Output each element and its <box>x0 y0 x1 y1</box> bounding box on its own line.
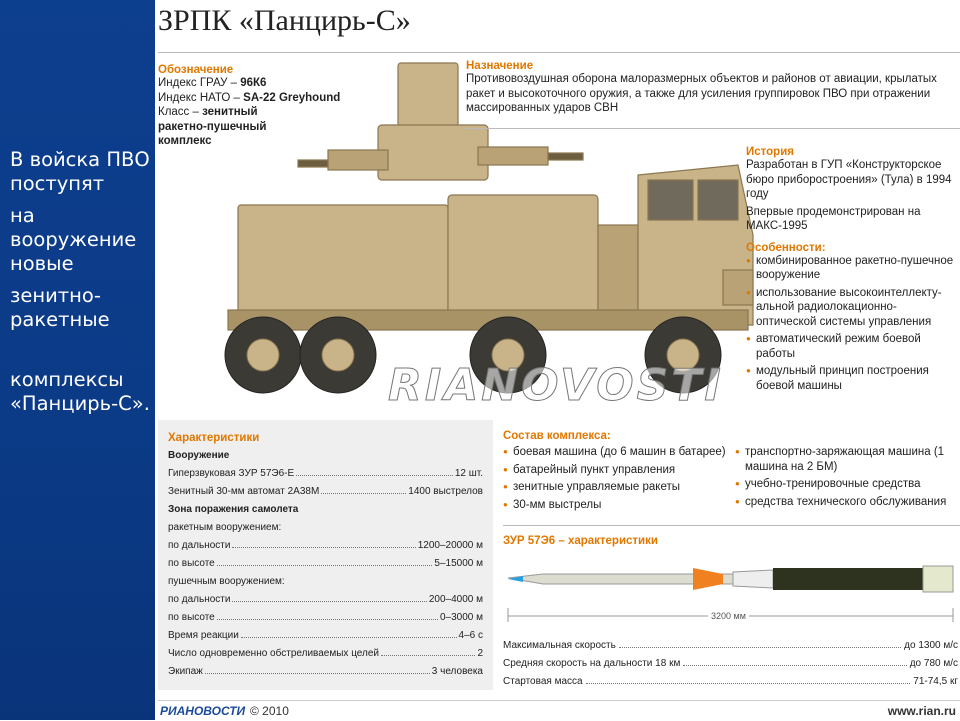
slide-line-1: В войска ПВО поступят <box>10 148 150 195</box>
spec-label: Число одновременно обстреливаемых целей <box>168 648 380 659</box>
spec-row <box>168 666 483 677</box>
purpose-text: Противовоздушная оборона малоразмерных объектов и районов от авиации, крылатых ракет и высокоточного оружия, а также для усиления группировок ПВО при отражении массированных ударов СВН <box>466 73 937 114</box>
ria-logo: РИАНОВОСТИ <box>160 704 246 718</box>
spec-label: Зенитный 30-мм автомат 2А38М <box>168 486 320 497</box>
spec-value: 4–6 с <box>458 630 483 641</box>
missile-arm-sub: ракетным вооружением: <box>168 522 282 533</box>
grau-value: 96К6 <box>240 77 267 89</box>
spec-label: по дальности <box>168 594 231 605</box>
spec-row <box>168 612 483 623</box>
features-list <box>746 254 956 394</box>
missile-length: 3200 мм <box>708 611 749 621</box>
history-header: История <box>746 146 794 158</box>
composition-item: ● учебно-тренировочные средства <box>735 477 957 492</box>
history-block <box>746 146 956 396</box>
watermark: RIANOVOSTI <box>388 360 724 411</box>
composition-columns <box>503 445 958 515</box>
perf-row <box>503 676 958 687</box>
designation-block <box>158 64 358 149</box>
gun-arm-sub: пушечным вооружением: <box>168 576 285 587</box>
spec-row <box>168 630 483 641</box>
composition-header: Состав комплекса: <box>503 430 611 442</box>
zone-header: Зона поражения самолета <box>168 504 299 515</box>
history-text-1: Разработан в ГУП «Конструкторское бюро приборостроения» (Тула) в 1994 году <box>746 159 952 200</box>
perf-label: Средняя скорость на дальности 18 км <box>503 658 681 669</box>
composition-divider <box>503 525 960 526</box>
spec-label: по высоте <box>168 558 215 569</box>
perf-value: до 780 м/с <box>909 658 958 669</box>
copyright: © 2010 <box>250 704 289 718</box>
grau-line <box>158 76 358 91</box>
spec-label: Экипаж <box>168 666 203 677</box>
spec-row <box>168 594 483 605</box>
composition-left <box>503 445 735 515</box>
slide-sidebar <box>0 0 155 720</box>
purpose-divider <box>466 128 960 129</box>
perf-value: 71-74,5 кг <box>913 676 958 687</box>
nato-value: SA-22 Greyhound <box>243 91 341 104</box>
spec-label: по высоте <box>168 612 215 623</box>
spec-value: 1400 выстрелов <box>408 486 483 497</box>
designation-header: Обозначение <box>158 64 234 76</box>
slide-line-4: комплексы «Панцирь-С». <box>10 368 150 415</box>
spec-value: 2 <box>477 648 483 659</box>
slide-line-2: на вооружение новые <box>10 204 137 275</box>
spec-value: 3 человека <box>431 666 483 677</box>
purpose-header: Назначение <box>466 60 534 72</box>
missile-header: ЗУР 57Э6 – характеристики <box>503 535 658 547</box>
composition-item: ● боевая машина (до 6 машин в батарее) <box>503 445 735 460</box>
feature-item: ● использование высокоинтеллекту-альной радиолокационно-оптической системы управления <box>746 286 956 330</box>
perf-row <box>503 640 958 651</box>
perf-value: до 1300 м/с <box>904 640 958 651</box>
composition-item: ● транспортно-заряжающая машина (1 машина на 2 БМ) <box>735 445 957 474</box>
spec-row <box>168 486 483 497</box>
site-url: www.rian.ru <box>887 704 956 718</box>
class-label: Класс – <box>158 106 203 118</box>
spec-value: 200–4000 м <box>428 594 483 605</box>
spec-value: 1200–20000 м <box>417 540 483 551</box>
poster-title: ЗРПК «Панцирь-С» <box>158 4 411 37</box>
composition-right <box>735 445 957 515</box>
feature-item: ● автоматический режим боевой работы <box>746 332 956 361</box>
armament-header: Вооружение <box>168 450 230 461</box>
slide-text <box>10 148 150 424</box>
perf-row <box>503 658 958 669</box>
composition-item: ● батарейный пункт управления <box>503 463 735 478</box>
composition-item: ● средства технического обслуживания <box>735 495 957 510</box>
feature-item: ● комбинированное ракетно-пушечное вооружение <box>746 254 956 283</box>
features-header: Особенности: <box>746 241 826 254</box>
grau-label: Индекс ГРАУ – <box>158 77 241 89</box>
composition-block <box>503 430 958 515</box>
spec-label: Время реакции <box>168 630 239 641</box>
class-line <box>158 105 288 149</box>
class-value: зенитный ракетно-пушечный комплекс <box>158 106 267 147</box>
slide-line-3: зенитно-ракетные <box>10 284 110 331</box>
spec-value: 12 шт. <box>454 468 483 479</box>
spec-row <box>168 468 483 479</box>
feature-item: ● модульный принцип построения боевой машины <box>746 364 956 393</box>
purpose-block <box>466 60 956 116</box>
spec-row <box>168 558 483 569</box>
history-text-2: Впервые продемонстрирован на МАКС-1995 <box>746 205 921 232</box>
specs-header: Характеристики <box>168 432 260 444</box>
perf-label: Стартовая масса <box>503 676 583 687</box>
composition-item: ● 30-мм выстрелы <box>503 498 735 513</box>
spec-row <box>168 540 483 551</box>
specs-panel <box>158 420 493 690</box>
infographic-poster <box>158 0 960 720</box>
title-divider <box>158 52 960 53</box>
spec-label: по дальности <box>168 540 231 551</box>
spec-label: Гиперзвуковая ЗУР 57Э6-Е <box>168 468 295 479</box>
spec-value: 0–3000 м <box>439 612 483 623</box>
poster-footer <box>158 700 960 721</box>
spec-value: 5–15000 м <box>434 558 483 569</box>
nato-label: Индекс НАТО – <box>158 91 244 104</box>
perf-label: Максимальная скорость <box>503 640 616 651</box>
composition-item: ● зенитные управляемые ракеты <box>503 480 735 495</box>
nato-line <box>158 91 358 106</box>
spec-row <box>168 648 483 659</box>
